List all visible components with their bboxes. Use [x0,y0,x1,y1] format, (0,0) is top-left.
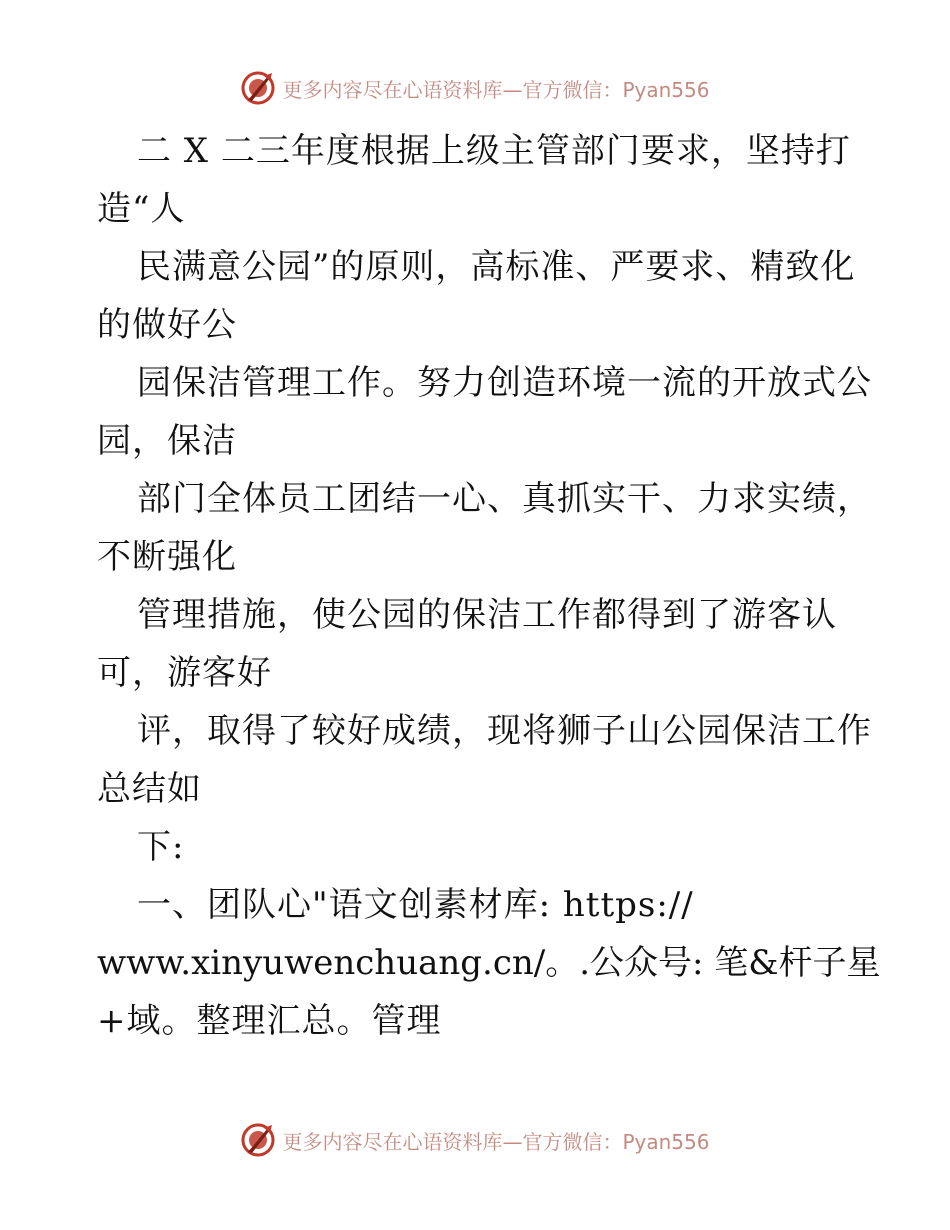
body-line: 造“人 [97,189,186,229]
body-line: 总结如 [97,769,202,809]
header-watermark [0,70,950,106]
body-line: 可，游客好 [97,653,272,693]
footer-watermark [0,1122,950,1158]
body-line: 园，保洁 [97,421,237,461]
body-line: 一、团队心"语文创素材库: https:// [137,885,694,925]
body-line: 二 X 二三年度根据上级主管部门要求，坚持打 [137,131,851,171]
body-line: 园保洁管理工作。努力创造环境一流的开放式公 [137,363,872,403]
body-line: 不断强化 [97,537,237,577]
watermark-text: 更多内容尽在心语资料库—官方微信：Pyan556 [282,1129,710,1154]
body-line: 民满意公园”的原则，高标准、严要求、精致化 [137,247,856,287]
body-line: 的做好公 [97,305,237,345]
body-line: 管理措施，使公园的保洁工作都得到了游客认 [137,595,837,635]
body-line-url: www.xinyuwenchuang.cn/。.公众号: 笔&杆子星 [97,943,881,983]
body-line: 评，取得了较好成绩，现将狮子山公园保洁工作 [137,711,872,751]
quill-seal-icon [240,70,276,106]
watermark-text: 更多内容尽在心语资料库—官方微信：Pyan556 [282,77,710,102]
body-line: 部门全体员工团结一心、真抓实干、力求实绩， [137,479,872,519]
document-body [97,122,917,1050]
body-line: +域。整理汇总。管理 [97,1001,442,1041]
quill-seal-icon [240,1122,276,1158]
body-line: 下: [137,827,185,867]
